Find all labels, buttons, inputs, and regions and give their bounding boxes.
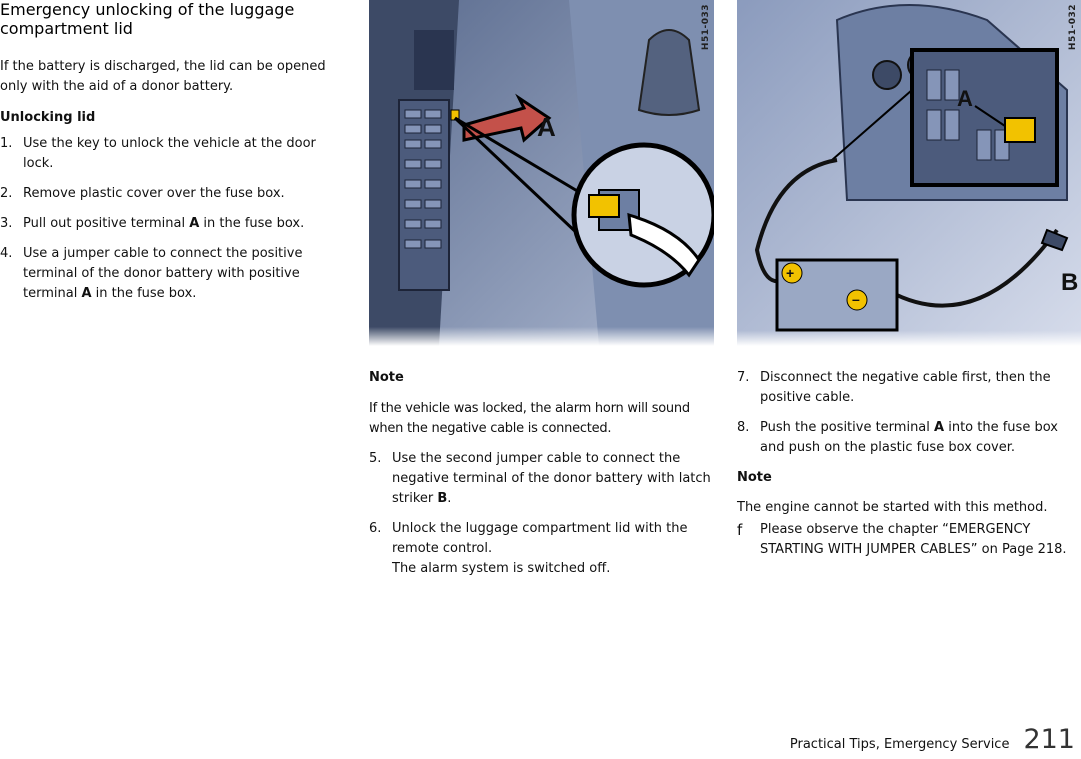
- terminal-a-detail: [589, 195, 619, 217]
- intro-paragraph: If the battery is discharged, the lid can be opened only with the aid of a donor battery.: [0, 59, 326, 94]
- note-text: If the vehicle was locked, the alarm horn will sound when the negative cable is connected.: [369, 401, 690, 436]
- column-middle: [369, 368, 714, 579]
- label-a: A: [957, 86, 973, 111]
- note-text: The engine cannot be started with this method.: [737, 500, 1048, 515]
- list-item: 4. Use a jumper cable to connect the positive terminal of the donor battery with positive terminal A in the fuse box.: [0, 246, 303, 301]
- note-heading: Note: [369, 370, 404, 385]
- page-footer: [790, 724, 1075, 755]
- page-number: 211: [1023, 724, 1075, 755]
- list-item: 8. Push the positive terminal A into the fuse box and push on the plastic fuse box cover.: [737, 420, 1058, 455]
- pedal-shape: [639, 30, 699, 115]
- subheading-unlocking-lid: Unlocking lid: [0, 110, 96, 125]
- footer-section-title: Practical Tips, Emergency Service: [789, 737, 1010, 752]
- list-item: 3. Pull out positive terminal A in the fuse box.: [0, 216, 305, 231]
- label-a: A: [537, 112, 556, 142]
- column-left: [0, 0, 345, 304]
- note-heading: Note: [737, 470, 772, 485]
- figure-jumper-cables: [737, 0, 1081, 346]
- jumper-cables-illustration: [737, 0, 1081, 346]
- figure-fuse-box: [369, 0, 714, 346]
- page-reference: [737, 520, 1081, 560]
- steps-list-2: [369, 449, 714, 579]
- fuse-box-illustration: [369, 0, 714, 346]
- reference-link[interactable]: Please observe the chapter “EMERGENCY STARTING WITH JUMPER CABLES” on Page 218.: [760, 522, 1067, 557]
- figure-code: H51-033: [701, 4, 711, 51]
- list-item: 7. Disconnect the negative cable first, then the positive cable.: [737, 370, 1051, 405]
- column-right: [737, 368, 1081, 560]
- list-item: 6. Unlock the luggage compartment lid with the remote control. The alarm system is switched off.: [369, 521, 688, 576]
- reference-arrow-icon: f: [737, 521, 743, 539]
- terminal-a: [1005, 118, 1035, 142]
- figure-code: H51-032: [1068, 4, 1078, 51]
- steps-list-1: [0, 134, 345, 304]
- page-title: Emergency unlocking of the luggage compartment lid: [0, 0, 295, 38]
- list-item: 1. Use the key to unlock the vehicle at the door lock.: [0, 136, 316, 171]
- list-item: 2. Remove plastic cover over the fuse box.: [0, 186, 285, 201]
- list-item: 5. Use the second jumper cable to connect the negative terminal of the donor battery with latch striker B.: [369, 451, 711, 506]
- steps-list-3: [737, 368, 1081, 458]
